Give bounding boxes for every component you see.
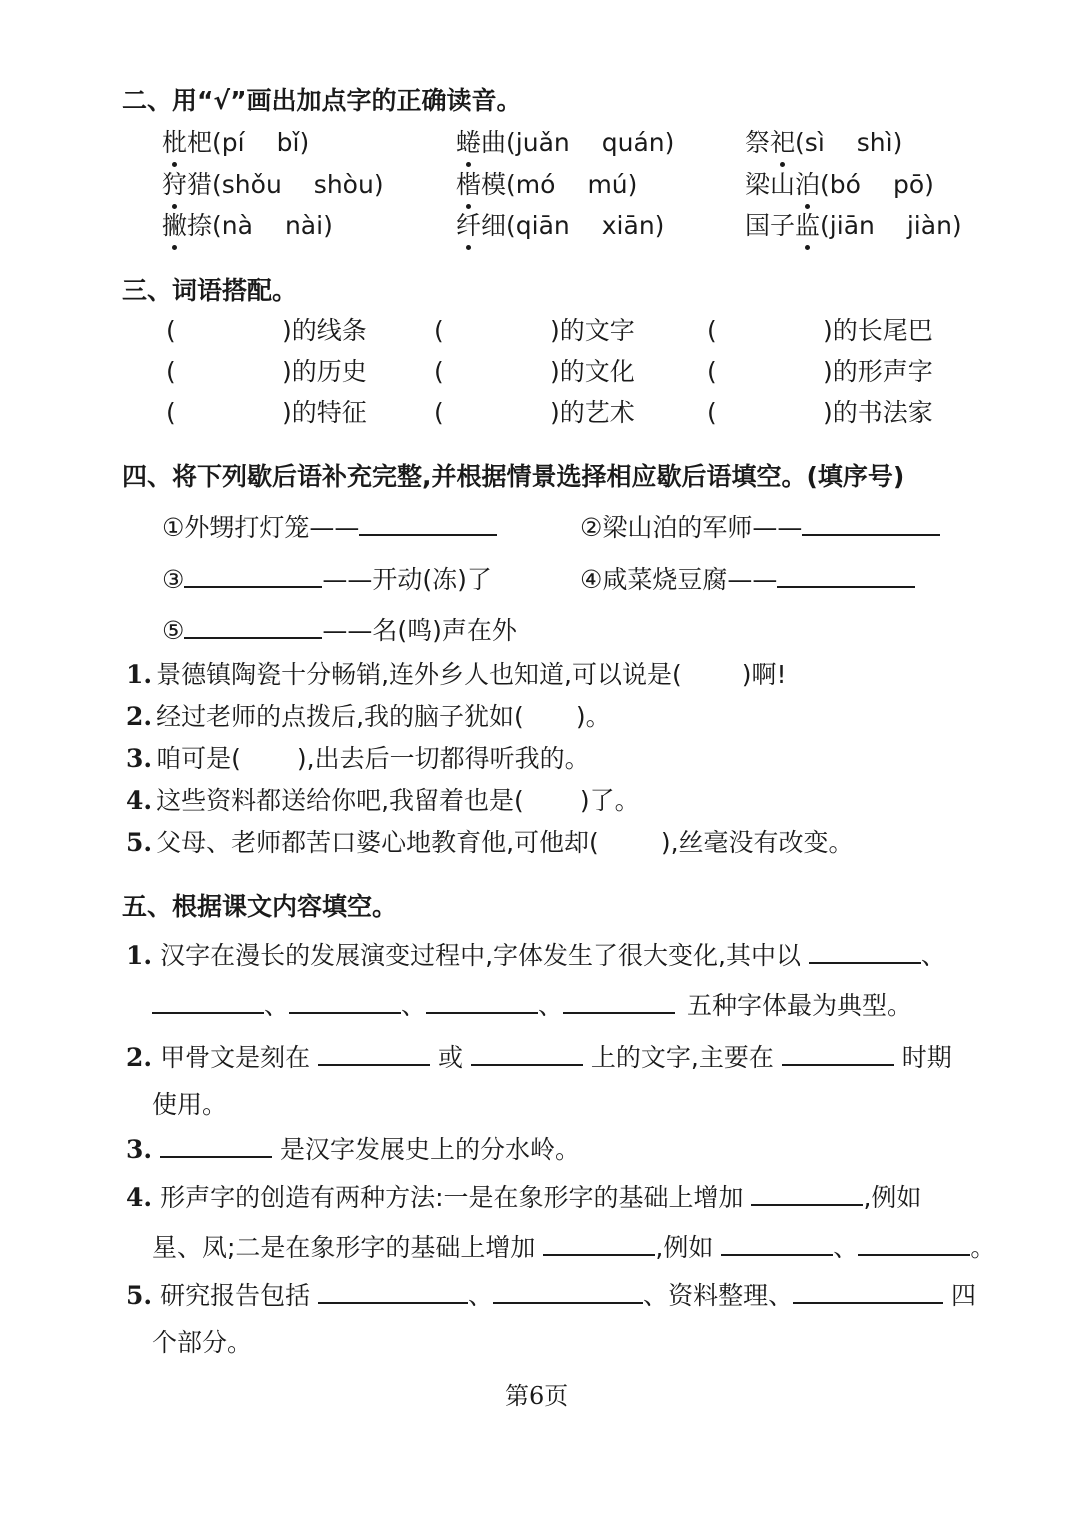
pinyin-item: 楷模(mó mú) — [456, 170, 638, 199]
match-item: )的文字 — [550, 316, 635, 345]
answer-blank[interactable] — [782, 1040, 894, 1066]
pinyin-option[interactable]: pō — [892, 170, 925, 199]
answer-blank[interactable] — [152, 988, 264, 1014]
pinyin-option[interactable]: qiān — [515, 211, 570, 240]
pinyin-item: 国子监(jiān jiàn) — [745, 211, 962, 240]
pinyin-option[interactable]: bó — [829, 170, 861, 199]
match-open-paren: ( — [434, 357, 444, 386]
s5-q5-line2: 个部分。 — [152, 1328, 253, 1357]
answer-blank[interactable] — [318, 1278, 468, 1304]
answer-blank[interactable] — [318, 1040, 430, 1066]
answer-blank[interactable] — [178, 357, 278, 387]
answer-blank[interactable] — [446, 398, 546, 428]
answer-blank[interactable] — [777, 562, 915, 588]
answer-blank[interactable] — [446, 357, 546, 387]
proverb-question: 5. 父母、老师都苦口婆心地教育他,可他却( ),丝毫没有改变。 — [126, 828, 854, 857]
dotted-char: 蜷 — [456, 128, 482, 157]
pinyin-item: 祭祀(sì shì) — [745, 128, 903, 157]
proverb-question: 2. 经过老师的点拨后,我的脑子犹如( )。 — [126, 702, 611, 731]
match-open-paren: ( — [707, 357, 717, 386]
match-item: )的艺术 — [550, 398, 635, 427]
answer-blank[interactable] — [493, 1278, 643, 1304]
match-item: )的长尾巴 — [823, 316, 933, 345]
pinyin-option[interactable]: nà — [221, 211, 253, 240]
proverb-item: ②梁山泊的军师—— — [580, 510, 940, 543]
dotted-char: 狩 — [162, 170, 188, 199]
pinyin-item: 蜷曲(juǎn quán) — [456, 128, 675, 157]
proverb-mark: ① — [162, 513, 185, 542]
pinyin-option[interactable]: jiàn — [906, 211, 952, 240]
pinyin-option[interactable]: bǐ — [276, 128, 300, 157]
answer-blank[interactable] — [471, 1040, 583, 1066]
match-open-paren: ( — [166, 357, 176, 386]
proverb-question: 3. 咱可是( ),出去后一切都得听我的。 — [126, 744, 590, 773]
match-item: )的特征 — [282, 398, 367, 427]
answer-blank[interactable] — [178, 316, 278, 346]
s5-q1-line1: 1. 汉字在漫长的发展演变过程中,字体发生了很大变化,其中以 、 — [126, 938, 946, 971]
answer-blank[interactable] — [446, 316, 546, 346]
pinyin-item: 枇杷(pí bǐ) — [162, 128, 310, 157]
match-open-paren: ( — [707, 398, 717, 427]
pinyin-option[interactable]: jiān — [829, 211, 875, 240]
section4-title: 四、将下列歇后语补充完整,并根据情景选择相应歇后语填空。(填序号) — [122, 462, 905, 491]
match-open-paren: ( — [166, 316, 176, 345]
dotted-char: 枇 — [162, 128, 188, 157]
dotted-char: 祀 — [770, 128, 796, 157]
match-item: )的文化 — [550, 357, 635, 386]
pinyin-item: 狩猎(shǒu shòu) — [162, 170, 384, 199]
match-open-paren: ( — [434, 398, 444, 427]
s5-q4-line2: 星、凤;二是在象形字的基础上增加 ,例如 、 。 — [152, 1230, 995, 1263]
s5-q1-line2: 、 、 、 五种字体最为典型。 — [152, 988, 912, 1021]
proverb-mark: ⑤ — [162, 616, 185, 645]
dotted-char: 撇 — [162, 211, 188, 240]
pinyin-option[interactable]: sì — [804, 128, 825, 157]
s5-q2-line2: 使用。 — [152, 1090, 228, 1119]
answer-blank[interactable] — [426, 988, 538, 1014]
answer-blank[interactable] — [184, 562, 322, 588]
pinyin-option[interactable]: juǎn — [515, 128, 570, 157]
match-item: )的形声字 — [823, 357, 933, 386]
pinyin-item: 梁山泊(bó pō) — [745, 170, 934, 199]
s5-q4-line1: 4. 形声字的创造有两种方法:一是在象形字的基础上增加 ,例如 — [126, 1180, 921, 1213]
answer-blank[interactable] — [184, 613, 322, 639]
proverb-item: ①外甥打灯笼—— — [162, 510, 497, 543]
answer-blank[interactable] — [160, 1132, 272, 1158]
s5-q3: 3. 是汉字发展史上的分水岭。 — [126, 1132, 580, 1165]
answer-blank[interactable] — [858, 1230, 970, 1256]
section2-title: 二、用“√”画出加点字的正确读音。 — [122, 86, 522, 115]
proverb-question: 1. 景德镇陶瓷十分畅销,连外乡人也知道,可以说是( )啊! — [126, 660, 787, 689]
dotted-char: 泊 — [795, 170, 821, 199]
match-item: )的线条 — [282, 316, 367, 345]
page-number: 第6页 — [505, 1382, 569, 1410]
proverb-item: ⑤ ——名(鸣)声在外 — [162, 613, 517, 646]
answer-blank[interactable] — [289, 988, 401, 1014]
pinyin-item: 纤细(qiān xiān) — [456, 211, 665, 240]
match-open-paren: ( — [166, 398, 176, 427]
proverb-mark: ③ — [162, 565, 185, 594]
answer-blank[interactable] — [793, 1278, 943, 1304]
match-open-paren: ( — [434, 316, 444, 345]
pinyin-option[interactable]: shì — [856, 128, 893, 157]
proverb-mark: ④ — [580, 565, 603, 594]
pinyin-option[interactable]: shǒu — [221, 170, 282, 199]
pinyin-option[interactable]: quán — [601, 128, 665, 157]
pinyin-option[interactable]: xiān — [601, 211, 655, 240]
match-item: )的历史 — [282, 357, 367, 386]
answer-blank[interactable] — [178, 398, 278, 428]
answer-blank[interactable] — [563, 988, 675, 1014]
pinyin-option[interactable]: mó — [515, 170, 556, 199]
dotted-char: 监 — [795, 211, 821, 240]
proverb-item: ③ ——开动(冻)了 — [162, 562, 492, 595]
answer-blank[interactable] — [721, 1230, 833, 1256]
proverb-question: 4. 这些资料都送给你吧,我留着也是( )了。 — [126, 786, 640, 815]
s5-q2-line1: 2. 甲骨文是刻在 或 上的文字,主要在 时期 — [126, 1040, 952, 1073]
match-open-paren: ( — [707, 316, 717, 345]
proverb-item: ④咸菜烧豆腐—— — [580, 562, 915, 595]
answer-blank[interactable] — [719, 316, 819, 346]
answer-blank[interactable] — [359, 510, 497, 536]
answer-blank[interactable] — [719, 398, 819, 428]
answer-blank[interactable] — [719, 357, 819, 387]
answer-blank[interactable] — [543, 1230, 655, 1256]
s5-q5-line1: 5. 研究报告包括 、 、资料整理、 四 — [126, 1278, 976, 1311]
pinyin-item: 撇捺(nà nài) — [162, 211, 333, 240]
dotted-char: 纤 — [456, 211, 482, 240]
section3-title: 三、词语搭配。 — [122, 276, 298, 305]
pinyin-option[interactable]: mú — [587, 170, 628, 199]
pinyin-option[interactable]: nài — [284, 211, 324, 240]
match-item: )的书法家 — [823, 398, 933, 427]
answer-blank[interactable] — [751, 1180, 863, 1206]
pinyin-option[interactable]: pí — [221, 128, 245, 157]
answer-blank[interactable] — [809, 938, 921, 964]
proverb-mark: ② — [580, 513, 603, 542]
pinyin-option[interactable]: shòu — [313, 170, 374, 199]
section5-title: 五、根据课文内容填空。 — [122, 892, 398, 921]
dotted-char: 楷 — [456, 170, 482, 199]
answer-blank[interactable] — [802, 510, 940, 536]
